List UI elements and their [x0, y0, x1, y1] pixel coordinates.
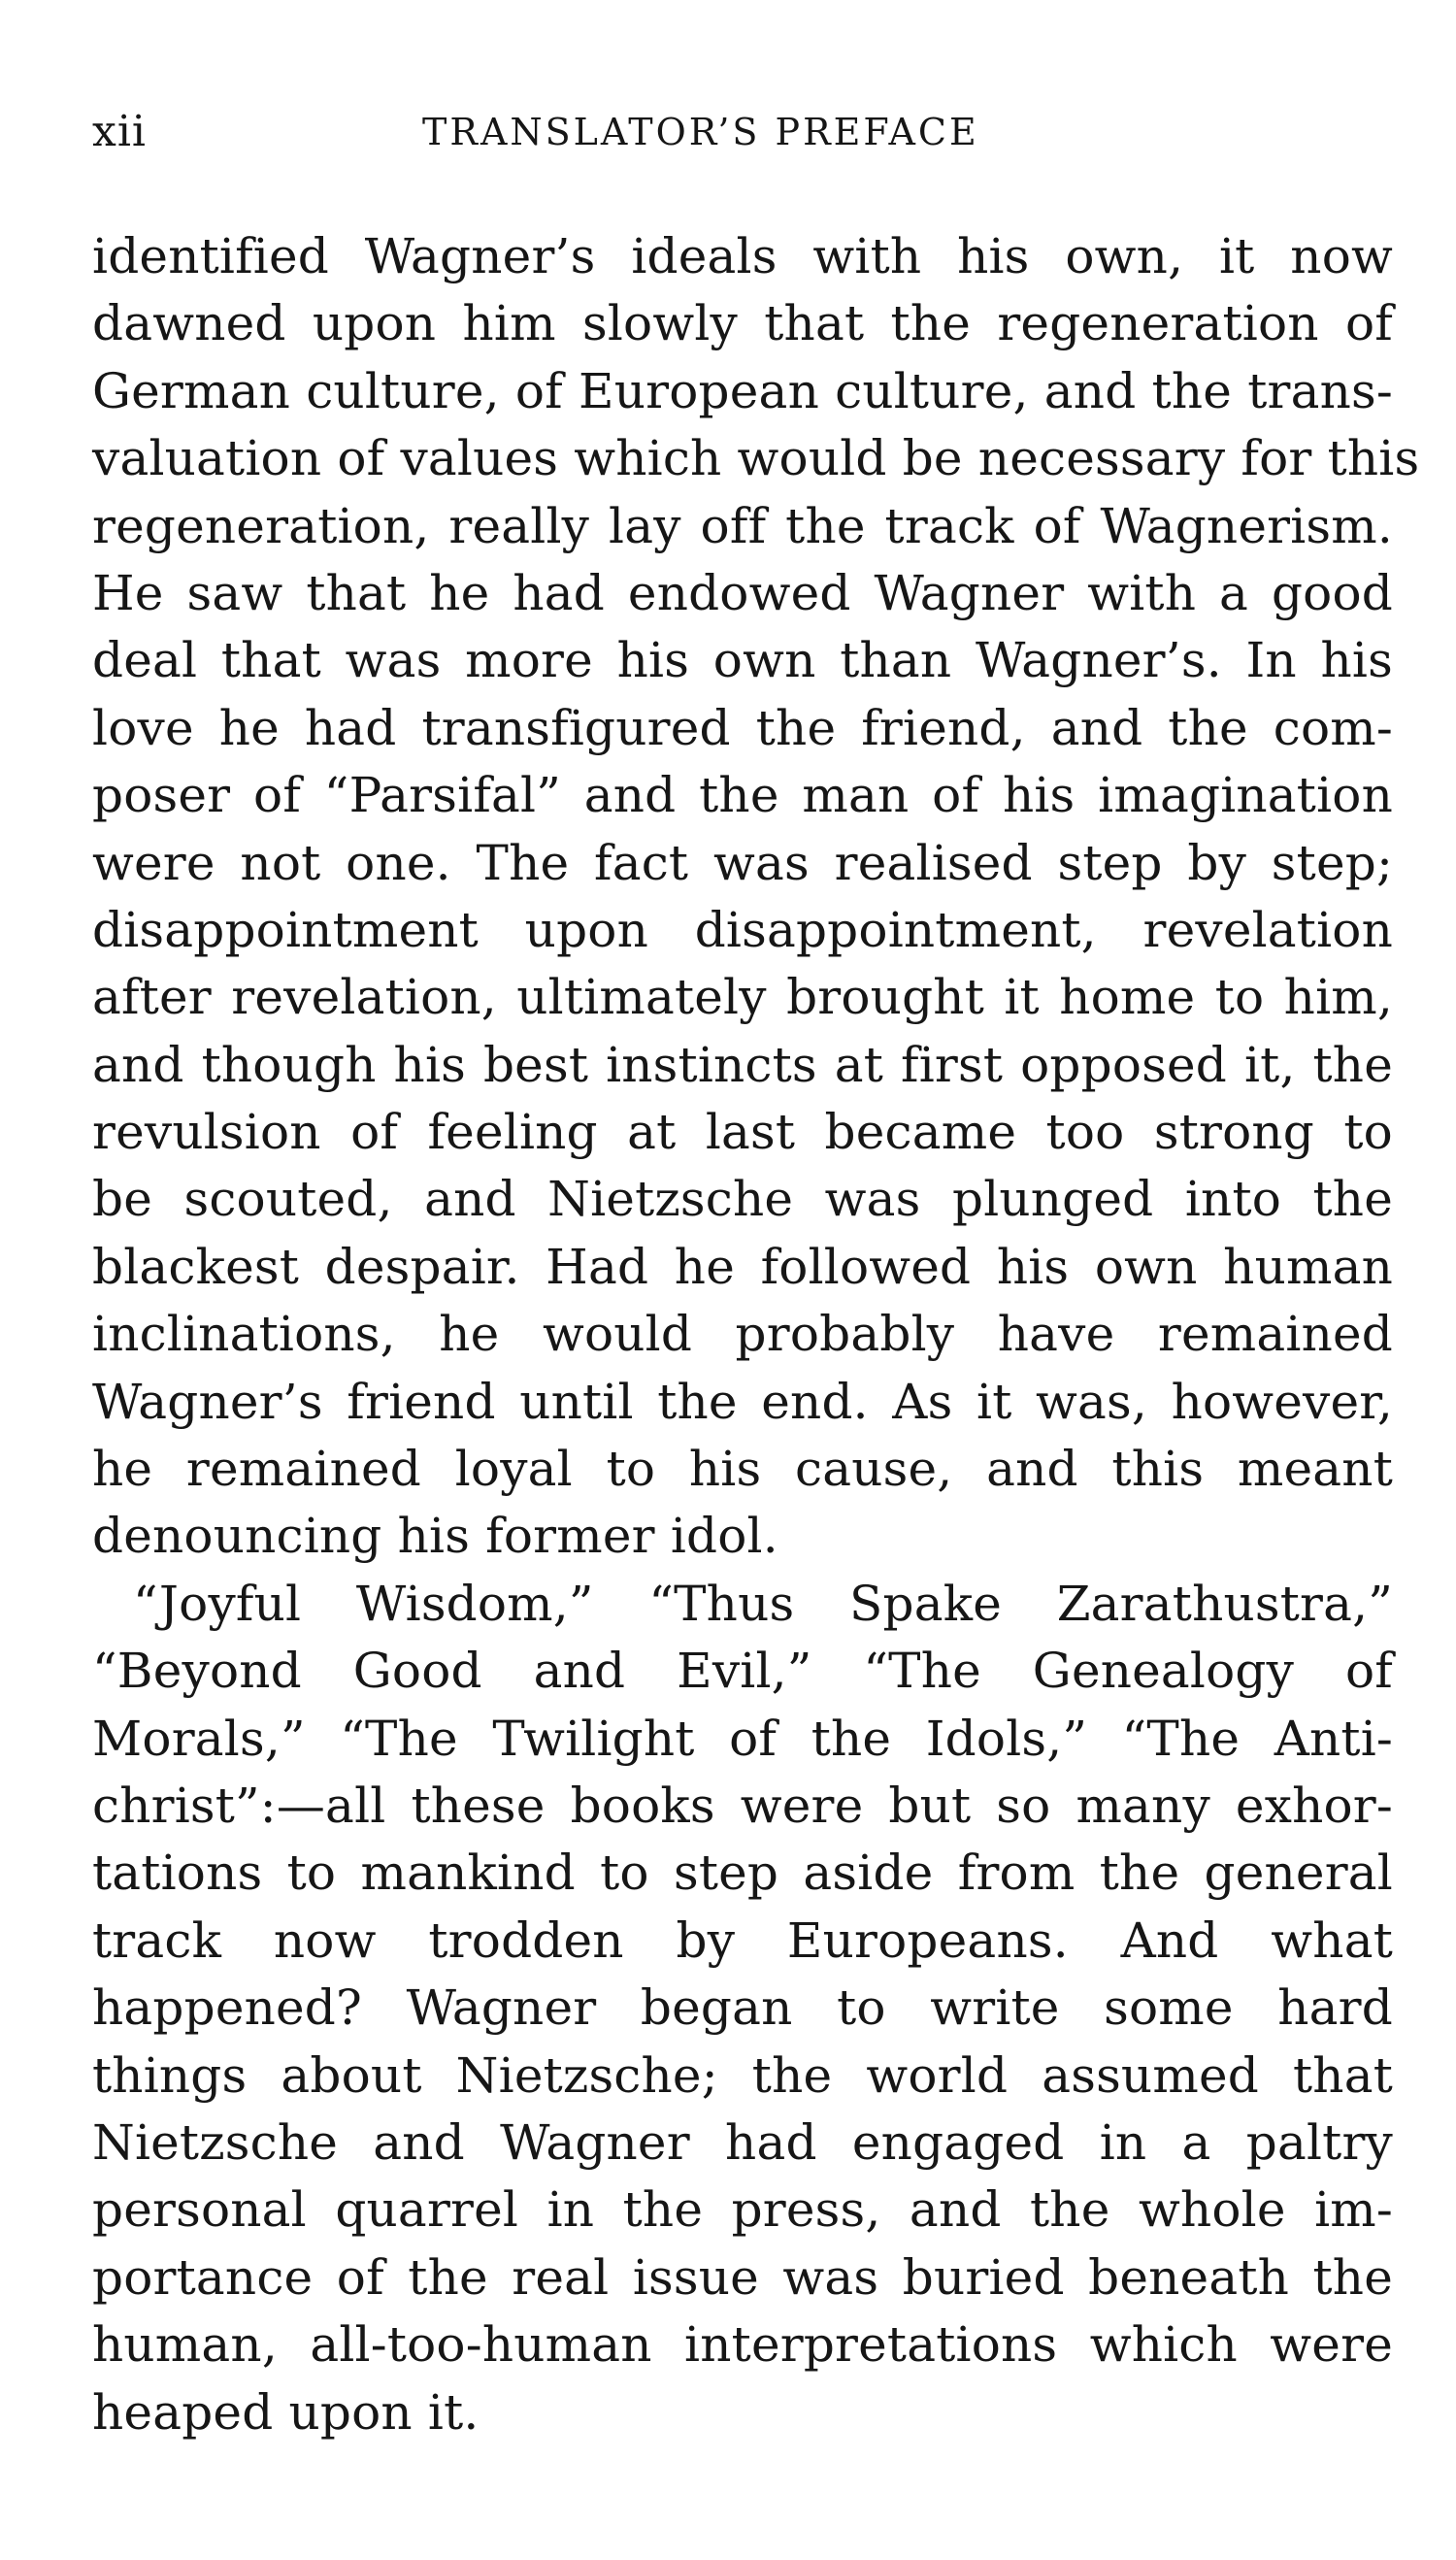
running-title: TRANSLATOR’S PREFACE — [422, 111, 979, 153]
text-line: dawned upon him slowly that the regeneration of — [92, 295, 1393, 352]
text-line: disappointment upon disappointment, revelation — [92, 901, 1393, 958]
text-line: inclinations, he would probably have remained — [92, 1306, 1393, 1363]
text-line: portance of the real issue was buried beneath the — [92, 2248, 1393, 2306]
page-header — [92, 107, 1393, 165]
text-line: were not one. The fact was realised step by step; — [92, 834, 1393, 891]
text-line: valuation of values which would be necessary for this — [92, 430, 1420, 487]
paragraph-2 — [92, 1571, 1393, 2446]
text-line: Nietzsche and Wagner had engaged in a paltry — [92, 2113, 1393, 2171]
text-line: personal quarrel in the press, and the whole im- — [92, 2181, 1393, 2239]
text-line: regeneration, really lay off the track of Wagnerism. — [92, 497, 1393, 554]
text-line: things about Nietzsche; the world assumed that — [92, 2046, 1393, 2104]
text-line: deal that was more his own than Wagner’s. In his — [92, 632, 1393, 689]
text-line: German culture, of European culture, and the trans- — [92, 362, 1393, 419]
text-line: and though his best instincts at first opposed it, the — [92, 1036, 1393, 1093]
paragraph-1 — [92, 223, 1420, 1571]
text-line: track now trodden by Europeans. And what — [92, 1912, 1393, 1969]
text-line: tations to mankind to step aside from the general — [92, 1845, 1393, 1902]
text-line: heaped upon it. — [92, 2383, 480, 2441]
body-text — [92, 223, 1420, 2446]
text-line: Wagner’s friend until the end. As it was, however, — [92, 1373, 1393, 1430]
text-line: Morals,” “The Twilight of the Idols,” “The Anti- — [92, 1710, 1393, 1767]
text-line: He saw that he had endowed Wagner with a good — [92, 564, 1393, 621]
text-line: christ”:—all these books were but so many exhor- — [92, 1777, 1393, 1834]
text-line: “Joyful Wisdom,” “Thus Spake Zarathustra,” — [133, 1575, 1393, 1632]
text-line: be scouted, and Nietzsche was plunged into the — [92, 1171, 1393, 1228]
text-line: blackest despair. Had he followed his own human — [92, 1238, 1393, 1295]
text-line: he remained loyal to his cause, and this meant — [92, 1441, 1393, 1498]
text-line: love he had transfigured the friend, and the com- — [92, 699, 1393, 756]
text-line: “Beyond Good and Evil,” “The Genealogy of — [92, 1643, 1393, 1700]
page-number: xii — [92, 107, 147, 156]
text-line: denouncing his former idol. — [92, 1508, 778, 1565]
text-line: poser of “Parsifal” and the man of his imagination — [92, 767, 1393, 824]
text-line: revulsion of feeling at last became too strong to — [92, 1104, 1393, 1161]
text-line: identified Wagner’s ideals with his own, it now — [92, 228, 1393, 284]
text-line: human, all-too-human interpretations which were — [92, 2316, 1393, 2374]
text-line: after revelation, ultimately brought it home to him, — [92, 969, 1393, 1026]
text-line: happened? Wagner began to write some hard — [92, 1979, 1393, 2037]
